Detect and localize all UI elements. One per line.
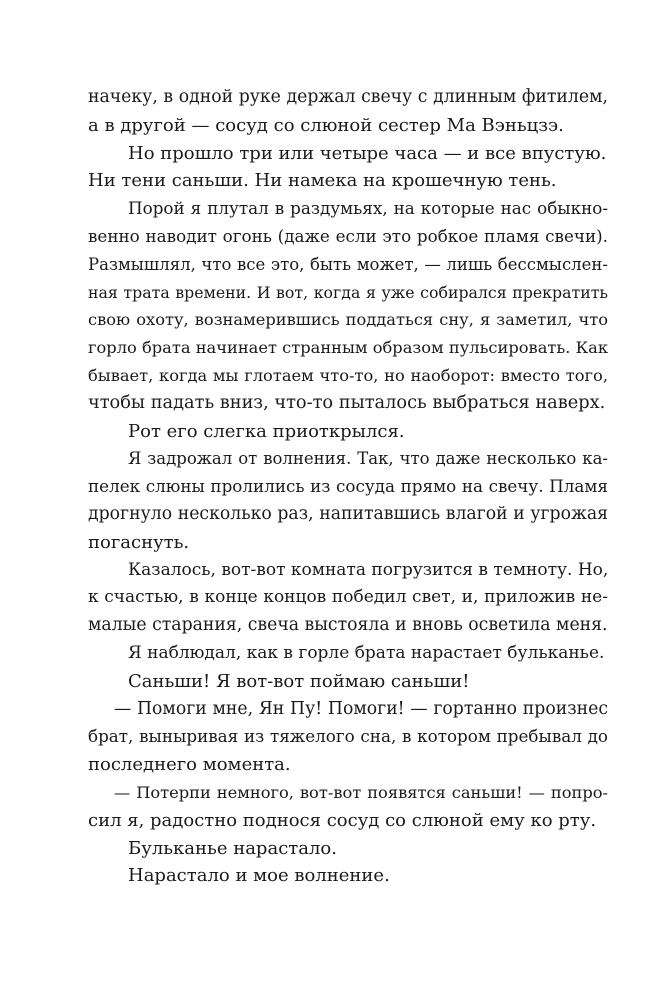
text-line: Рот его слегка приоткрылся. [128, 420, 405, 442]
text-line: — Потерпи немного, вот-вот появятся саньши! — попро- [114, 782, 608, 802]
text-line: бывает, когда мы глотаем что-то, но наоборот: вместо того, [88, 365, 608, 385]
text-line: Бульканье нарастало. [128, 837, 337, 859]
text-line: малые старания, свеча выстояла и вновь осветила меня. [88, 615, 608, 636]
text-line: горло брата начинает странным образом пульсировать. Как [88, 338, 608, 358]
text-line: Я задрожал от волнения. Так, что даже несколько ка- [128, 449, 608, 469]
text-line: Нарастало и мое волнение. [128, 865, 390, 887]
text-line: Я наблюдал, как в горле брата нарастает бульканье. [128, 642, 605, 663]
page-body-text [88, 84, 608, 890]
text-line: брат, выныривая из тяжелого сна, в котором пребывал до [88, 726, 608, 747]
text-line: венно наводит огонь (даже если это робкое пламя свечи). [88, 225, 608, 246]
text-line: а в другой — сосуд со слюной сестер Ма Вэньцзэ. [88, 114, 564, 136]
text-line: ная трата времени. И вот, когда я уже собирался прекратить [88, 282, 608, 302]
text-line: пелек слюны пролились из сосуда прямо на свечу. Пламя [88, 476, 608, 497]
text-line: Ни тени саньши. Ни намека на крошечную тень. [88, 170, 557, 192]
text-line: дрогнуло несколько раз, напитавшись влагой и угрожая [88, 503, 608, 524]
text-line: погаснуть. [88, 531, 190, 553]
text-line: Порой я плутал в раздумьях, на которые нас обыкно- [128, 198, 608, 219]
text-line: Казалось, вот-вот комната погрузится в темноту. Но, [128, 559, 609, 580]
text-line: начеку, в одной руке держал свечу с длинным фитилем, [88, 87, 608, 107]
text-line: последнего момента. [88, 754, 291, 776]
text-line: сил я, радостно поднося сосуд со слюной ему ко рту. [88, 809, 597, 831]
text-line: к счастью, в конце концов победил свет, и, приложив не- [88, 587, 608, 608]
text-line: Размышлял, что все это, быть может, — лишь бессмыслен- [88, 254, 608, 274]
text-line: — Помоги мне, Ян Пу! Помоги! — гортанно произнес [114, 698, 608, 719]
text-line: чтобы падать вниз, что-то пыталось выбраться наверх. [88, 392, 606, 413]
text-line: свою охоту, вознамерившись поддаться сну, я заметил, что [88, 310, 608, 330]
text-line: Саньши! Я вот-вот поймаю саньши! [128, 670, 470, 692]
text-line: Но прошло три или четыре часа — и все впустую. [128, 142, 607, 164]
